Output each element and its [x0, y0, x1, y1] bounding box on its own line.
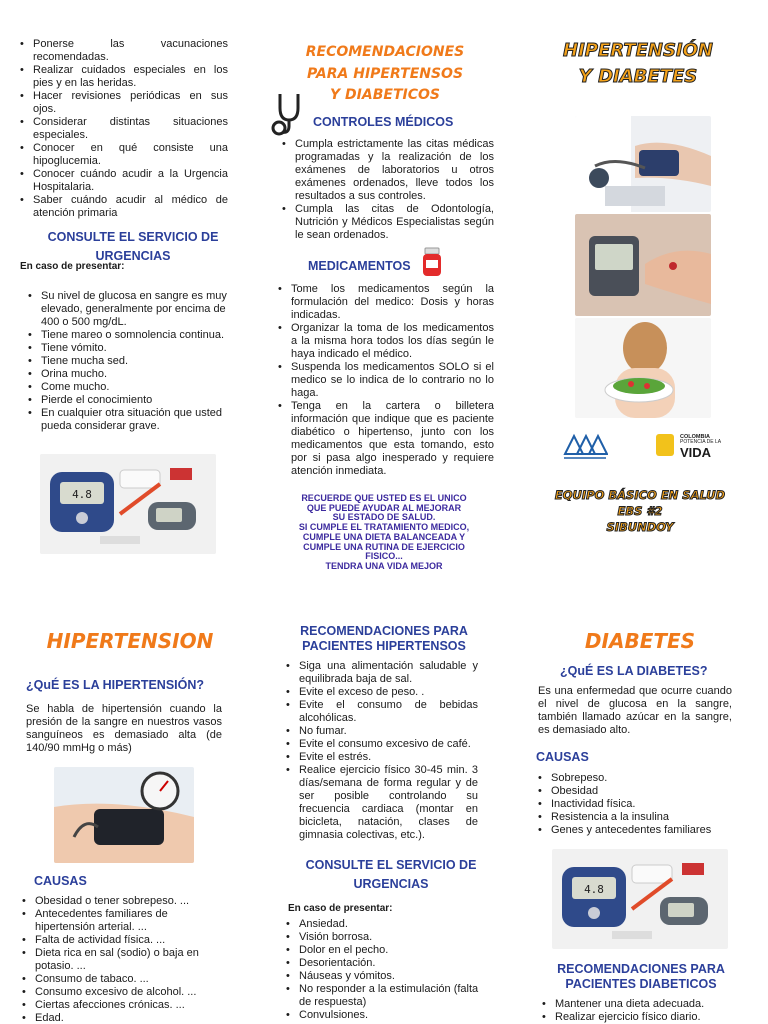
team-name	[540, 488, 740, 536]
colombia-potencia-logo	[656, 434, 728, 460]
list-item: • Realizar ejercicio físico diario.	[540, 1011, 740, 1024]
closing-line: QUE PUEDE AYUDAR AL MEJORAR	[306, 502, 462, 513]
cover-title	[548, 38, 728, 89]
list-item: • Inactividad física.	[536, 798, 736, 811]
list-item: • Evite el consumo excesivo de café.	[284, 738, 478, 751]
medicamentos-heading: MEDICAMENTOS	[308, 259, 411, 273]
list-item: • Consumo excesivo de alcohol. ...	[20, 986, 230, 999]
en-caso-label: En caso de presentar:	[20, 261, 125, 272]
healthy-food-photo	[575, 318, 711, 418]
list-item: • Conocer en qué consiste una hipoglucemia.	[18, 142, 228, 168]
list-item: • Tiene mucha sed.	[26, 355, 244, 368]
causas-hipertension-list	[20, 895, 230, 1024]
colombia-logo-line1: COLOMBIA	[680, 434, 710, 440]
list-item: • Come mucho.	[26, 381, 244, 394]
list-item: • Orina mucho.	[26, 368, 244, 381]
team-line: EBS #2	[617, 503, 663, 518]
blood-pressure-cuff-photo	[54, 767, 194, 863]
colombia-logo-mark	[656, 434, 674, 456]
list-item: • Dolor en el pecho.	[284, 944, 484, 957]
self-care-list	[18, 38, 228, 220]
list-item: • Ansiedad.	[284, 918, 484, 931]
medicamentos-list	[276, 283, 494, 478]
hipertension-title: HIPERTENSION	[46, 629, 214, 653]
closing-line: SI CUMPLE EL TRATAMIENTO MEDICO,	[298, 522, 470, 533]
list-item: • Ciertas afecciones crónicas. ...	[20, 999, 230, 1012]
list-item: • Antecedentes familiares de hipertensión arterial. ...	[20, 908, 230, 934]
que-es-diabetes-heading: ¿QuÉ ES LA DIABETES?	[560, 664, 708, 678]
urgencias-list	[26, 290, 244, 433]
causas-diabetes-list	[536, 772, 736, 837]
list-item: • Resistencia a la insulina	[536, 811, 736, 824]
consulte-urgencias-heading-2: CONSULTE EL SERVICIO DE URGENCIAS	[305, 858, 477, 892]
stethoscope-icon	[270, 90, 308, 136]
list-item: • No responder a la estimulación (falta de respuesta)	[284, 983, 484, 1009]
list-item: • Convulsiones.	[284, 1009, 484, 1022]
list-item: • Realice ejercicio físico 30-45 min. 3 días/semana de forma regular y de ser posible controlando su frecuencia cardiaca (montar en bicicleta, natación, clases de gimnasia colectivas, etc.).	[284, 764, 478, 842]
diabetes-title: DIABETES	[584, 629, 696, 653]
list-item: • Dieta rica en sal (sodio) o baja en potasio. ...	[20, 947, 230, 973]
urgencias-hipertension-list	[284, 918, 484, 1022]
list-item: • Evite el exceso de peso. .	[284, 686, 478, 699]
list-item: • Desorientación.	[284, 957, 484, 970]
list-item: • Obesidad o tener sobrepeso. ...	[20, 895, 230, 908]
glucometer-photo	[40, 454, 216, 554]
list-item: • Tenga en la cartera o billetera información que indique que es paciente diabético o hipertenso, junto con los medicamentos que esta tomando, esto por si pasa algo inesperado y requiere atención inmediata.	[276, 400, 494, 478]
list-item: • Edad.	[20, 1012, 230, 1024]
colombia-logo-line3: VIDA	[680, 445, 712, 460]
svg-text:4.8: 4.8	[584, 883, 604, 896]
recomendaciones-diabeticos-list	[540, 998, 740, 1024]
closing-line: SU ESTADO DE SALUD.	[332, 512, 436, 523]
list-item: • Evite el consumo de bebidas alcohólicas.	[284, 699, 478, 725]
recomendaciones-hipertensos-heading: RECOMENDACIONES PARA PACIENTES HIPERTENSOS	[300, 624, 468, 653]
list-item: • Hacer revisiones periódicas en sus ojos.	[18, 90, 228, 116]
list-item: • Tome los medicamentos según la formulación del medico: Dosis y horas indicadas.	[276, 283, 494, 322]
glucose-test-photo	[575, 214, 711, 316]
blood-pressure-photo	[575, 116, 711, 212]
causas-hipertension-heading: CAUSAS	[34, 874, 87, 888]
que-es-hipertension-heading: ¿QuÉ ES LA HIPERTENSIÓN?	[26, 678, 205, 692]
recomendaciones-diabeticos-heading: RECOMENDACIONES PARA PACIENTES DIABETICOS	[557, 962, 725, 991]
list-item: • Realizar cuidados especiales en los pies y en las heridas.	[18, 64, 228, 90]
list-item: • Mantener una dieta adecuada.	[540, 998, 740, 1011]
closing-line: TENDRA UNA VIDA MEJOR	[325, 561, 443, 572]
list-item: • Saber cuándo acudir al médico de atención primaria	[18, 194, 228, 220]
list-item: • Conocer cuándo acudir a la Urgencia Hospitalaria.	[18, 168, 228, 194]
list-item: • Náuseas y vómitos.	[284, 970, 484, 983]
closing-message	[276, 494, 492, 572]
recomendaciones-title: RECOMENDACIONES PARA HIPERTENSOS Y DIABETICOS	[305, 44, 465, 104]
list-item: • Sobrepeso.	[536, 772, 736, 785]
svg-text:4.8: 4.8	[72, 488, 92, 501]
cover-title-line2: Y DIABETES	[578, 65, 698, 87]
list-item: • Ponerse las vacunaciones recomendadas.	[18, 38, 228, 64]
list-item: • Consumo de tabaco. ...	[20, 973, 230, 986]
hospital-logo	[562, 432, 608, 462]
list-item: • Cumpla estrictamente las citas médicas programadas y la realización de los exámenes de laboratorios u otros exámenes ordenados, lleve todos los resultados a sus controles.	[280, 138, 494, 203]
closing-line: CUMPLE UNA RUTINA DE EJERCICIO	[303, 541, 465, 552]
list-item: • Cumpla las citas de Odontología, Nutrición y Médicos Especialistas según le sean ordenados.	[280, 203, 494, 242]
recomendaciones-hipertensos-list	[284, 660, 478, 842]
team-line: SIBUNDOY	[606, 519, 674, 534]
cover-title-line1: HIPERTENSIÓN	[563, 40, 713, 61]
list-item: • En cualquier otra situación que usted pueda considerar grave.	[26, 407, 244, 433]
list-item: • Organizar la toma de los medicamentos a la misma hora todos los días según le haya indicado el médico.	[276, 322, 494, 361]
glucometer-photo-2	[552, 849, 728, 949]
closing-line: RECUERDE QUE USTED ES EL UNICO	[301, 493, 467, 503]
colombia-logo-line2: POTENCIA DE LA	[680, 439, 722, 445]
list-item: • Considerar distintas situaciones especiales.	[18, 116, 228, 142]
list-item: • Tiene mareo o somnolencia continua.	[26, 329, 244, 342]
list-item: • Evite el estrés.	[284, 751, 478, 764]
controles-list	[280, 138, 494, 242]
list-item: • Su nivel de glucosa en sangre es muy elevado, generalmente por encima de 400 o 500 mg/dL.	[26, 290, 244, 329]
team-line: EQUIPO BÁSICO EN SALUD	[554, 488, 726, 502]
hipertension-definition: Se habla de hipertensión cuando la presión de la sangre en nuestros vasos sanguíneos es demasiado alta (de 140/90 mmHg o más)	[26, 703, 222, 754]
list-item: • Falta de actividad física. ...	[20, 934, 230, 947]
list-item: • Pierde el conocimiento	[26, 394, 244, 407]
diabetes-definition: Es una enfermedad que ocurre cuando el nivel de glucosa en la sangre, también llamado azúcar en la sangre, es demasiado alto.	[538, 685, 732, 736]
medicine-bottle-icon	[420, 246, 444, 278]
list-item: • Obesidad	[536, 785, 736, 798]
causas-diabetes-heading: CAUSAS	[536, 750, 589, 764]
list-item: • Genes y antecedentes familiares	[536, 824, 736, 837]
controles-medicos-heading: CONTROLES MÉDICOS	[313, 115, 454, 129]
list-item: • No fumar.	[284, 725, 478, 738]
closing-line: FISICO...	[365, 551, 403, 562]
closing-line: CUMPLE UNA DIETA BALANCEADA Y	[302, 531, 466, 542]
list-item: • Tiene vómito.	[26, 342, 244, 355]
list-item: • Siga una alimentación saludable y equilibrada baja de sal.	[284, 660, 478, 686]
list-item: • Suspenda los medicamentos SOLO si el medico se lo indica de lo contrario no lo haga.	[276, 361, 494, 400]
list-item: • Visión borrosa.	[284, 931, 484, 944]
en-caso-label-2: En caso de presentar:	[288, 903, 393, 914]
consulte-urgencias-heading: CONSULTE EL SERVICIO DE URGENCIAS	[47, 230, 219, 263]
